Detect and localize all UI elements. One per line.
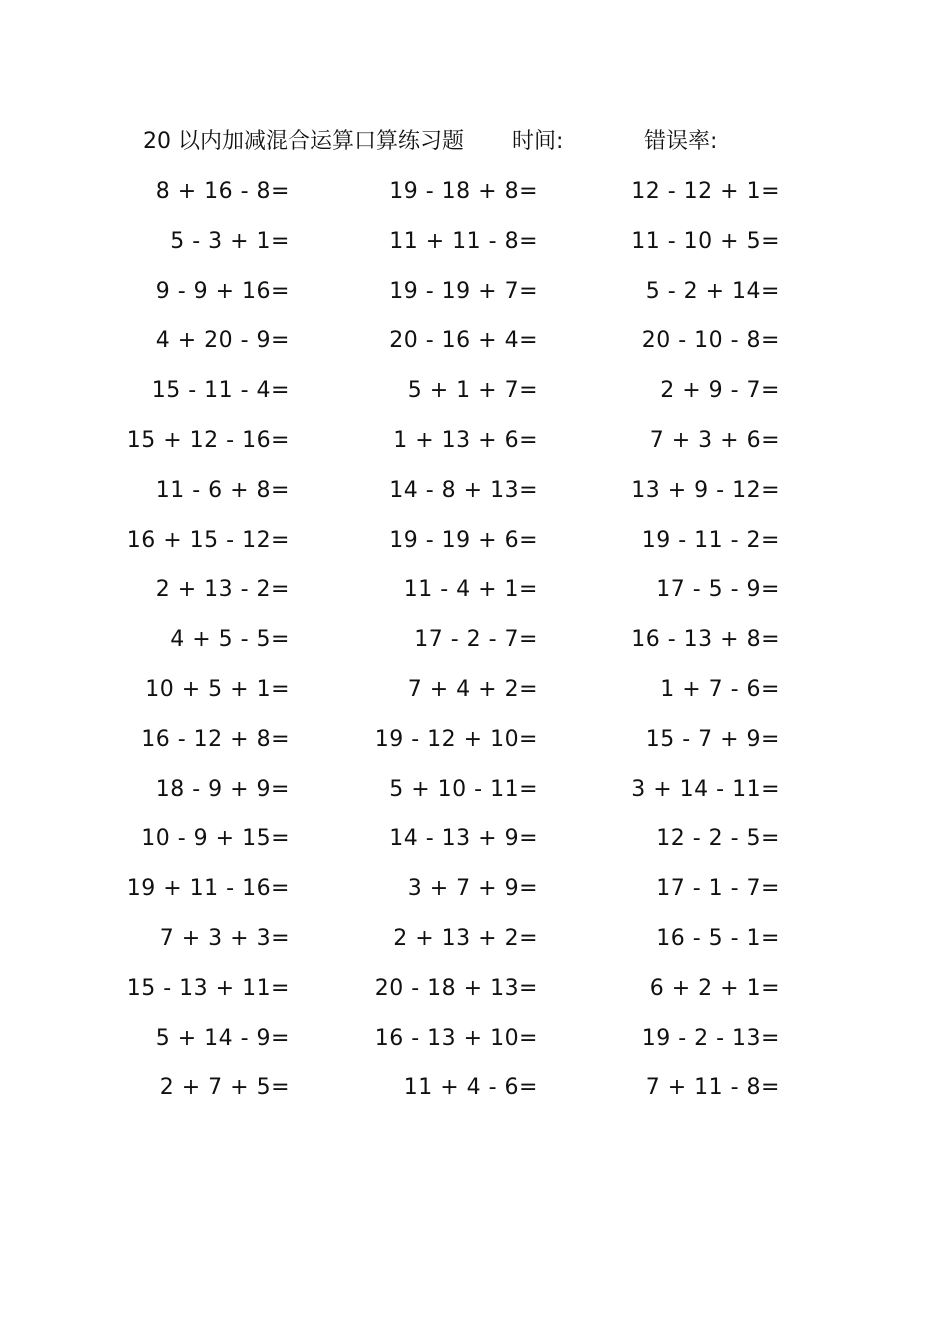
problem-grid: [0, 172, 950, 1122]
math-problem: 3 + 14 - 11=: [631, 776, 780, 802]
math-problem: 16 - 13 + 8=: [631, 627, 780, 653]
math-problem: 6 + 2 + 1=: [649, 975, 780, 1001]
problem-row: [0, 819, 950, 859]
math-problem: 7 + 3 + 6=: [649, 428, 780, 453]
math-problem: 19 - 19 + 7=: [389, 278, 538, 304]
math-problem: 20 - 10 - 8=: [641, 328, 780, 354]
math-problem: 12 - 12 + 1=: [631, 179, 780, 204]
math-problem: 17 - 2 - 7=: [414, 627, 538, 653]
math-problem: 20 - 16 + 4=: [389, 328, 538, 354]
math-problem: 9 - 9 + 16=: [155, 278, 290, 304]
math-problem: 15 - 7 + 9=: [645, 726, 780, 752]
problem-row: [0, 570, 950, 610]
problem-row: [0, 471, 950, 511]
problem-row: [0, 770, 950, 810]
problem-row: [0, 969, 950, 1009]
math-problem: 14 - 8 + 13=: [389, 477, 538, 503]
error-rate-label: 错误率:: [644, 129, 718, 154]
math-problem: 15 + 12 - 16=: [126, 428, 290, 453]
math-problem: 2 + 9 - 7=: [660, 378, 780, 404]
math-problem: 10 - 9 + 15=: [141, 826, 290, 852]
time-label: 时间:: [512, 129, 564, 154]
math-problem: 5 - 3 + 1=: [170, 228, 290, 254]
math-problem: 5 - 2 + 14=: [645, 278, 780, 304]
math-problem: 17 - 1 - 7=: [656, 876, 780, 902]
math-problem: 14 - 13 + 9=: [389, 826, 538, 852]
problem-row: [0, 421, 950, 461]
math-problem: 1 + 13 + 6=: [393, 428, 538, 453]
math-problem: 19 + 11 - 16=: [126, 876, 290, 902]
problem-row: [0, 321, 950, 361]
math-problem: 11 + 4 - 6=: [403, 1075, 538, 1101]
problem-row: [0, 919, 950, 959]
math-problem: 8 + 16 - 8=: [155, 179, 290, 204]
problem-row: [0, 620, 950, 660]
math-problem: 19 - 19 + 6=: [389, 527, 538, 553]
math-problem: 19 - 2 - 13=: [641, 1025, 780, 1051]
problem-row: [0, 222, 950, 262]
math-problem: 7 + 3 + 3=: [159, 926, 290, 951]
math-problem: 12 - 2 - 5=: [656, 826, 780, 852]
math-problem: 4 + 5 - 5=: [170, 627, 290, 653]
math-problem: 15 - 11 - 4=: [151, 378, 290, 404]
math-problem: 7 + 4 + 2=: [407, 677, 538, 702]
math-problem: 11 - 4 + 1=: [403, 577, 538, 603]
math-problem: 2 + 7 + 5=: [159, 1075, 290, 1101]
math-problem: 11 - 10 + 5=: [631, 228, 780, 254]
math-problem: 11 - 6 + 8=: [155, 477, 290, 503]
problem-row: [0, 869, 950, 909]
math-problem: 18 - 9 + 9=: [155, 776, 290, 802]
problem-row: [0, 670, 950, 710]
math-problem: 16 - 12 + 8=: [141, 726, 290, 752]
math-problem: 15 - 13 + 11=: [126, 975, 290, 1001]
math-problem: 5 + 14 - 9=: [155, 1025, 290, 1051]
problem-row: [0, 1068, 950, 1108]
math-problem: 20 - 18 + 13=: [374, 975, 538, 1001]
math-problem: 19 - 18 + 8=: [389, 179, 538, 204]
math-problem: 5 + 1 + 7=: [407, 378, 538, 404]
problem-row: [0, 371, 950, 411]
math-problem: 10 + 5 + 1=: [145, 677, 290, 702]
problem-row: [0, 521, 950, 561]
worksheet-header: [143, 124, 843, 160]
math-problem: 17 - 5 - 9=: [656, 577, 780, 603]
math-problem: 4 + 20 - 9=: [155, 328, 290, 354]
math-problem: 1 + 7 - 6=: [660, 677, 780, 702]
problem-row: [0, 272, 950, 312]
problem-row: [0, 172, 950, 212]
problem-row: [0, 1019, 950, 1059]
math-problem: 16 + 15 - 12=: [126, 527, 290, 553]
math-problem: 2 + 13 - 2=: [155, 577, 290, 603]
worksheet-title: 20 以内加减混合运算口算练习题: [143, 129, 464, 154]
problem-row: [0, 720, 950, 760]
math-problem: 2 + 13 + 2=: [393, 926, 538, 951]
math-problem: 5 + 10 - 11=: [389, 776, 538, 802]
math-problem: 19 - 11 - 2=: [641, 527, 780, 553]
math-problem: 7 + 11 - 8=: [645, 1075, 780, 1101]
math-problem: 3 + 7 + 9=: [407, 876, 538, 902]
math-problem: 16 - 5 - 1=: [656, 926, 780, 951]
math-problem: 11 + 11 - 8=: [389, 228, 538, 254]
math-problem: 19 - 12 + 10=: [374, 726, 538, 752]
math-problem: 16 - 13 + 10=: [374, 1025, 538, 1051]
math-problem: 13 + 9 - 12=: [631, 477, 780, 503]
